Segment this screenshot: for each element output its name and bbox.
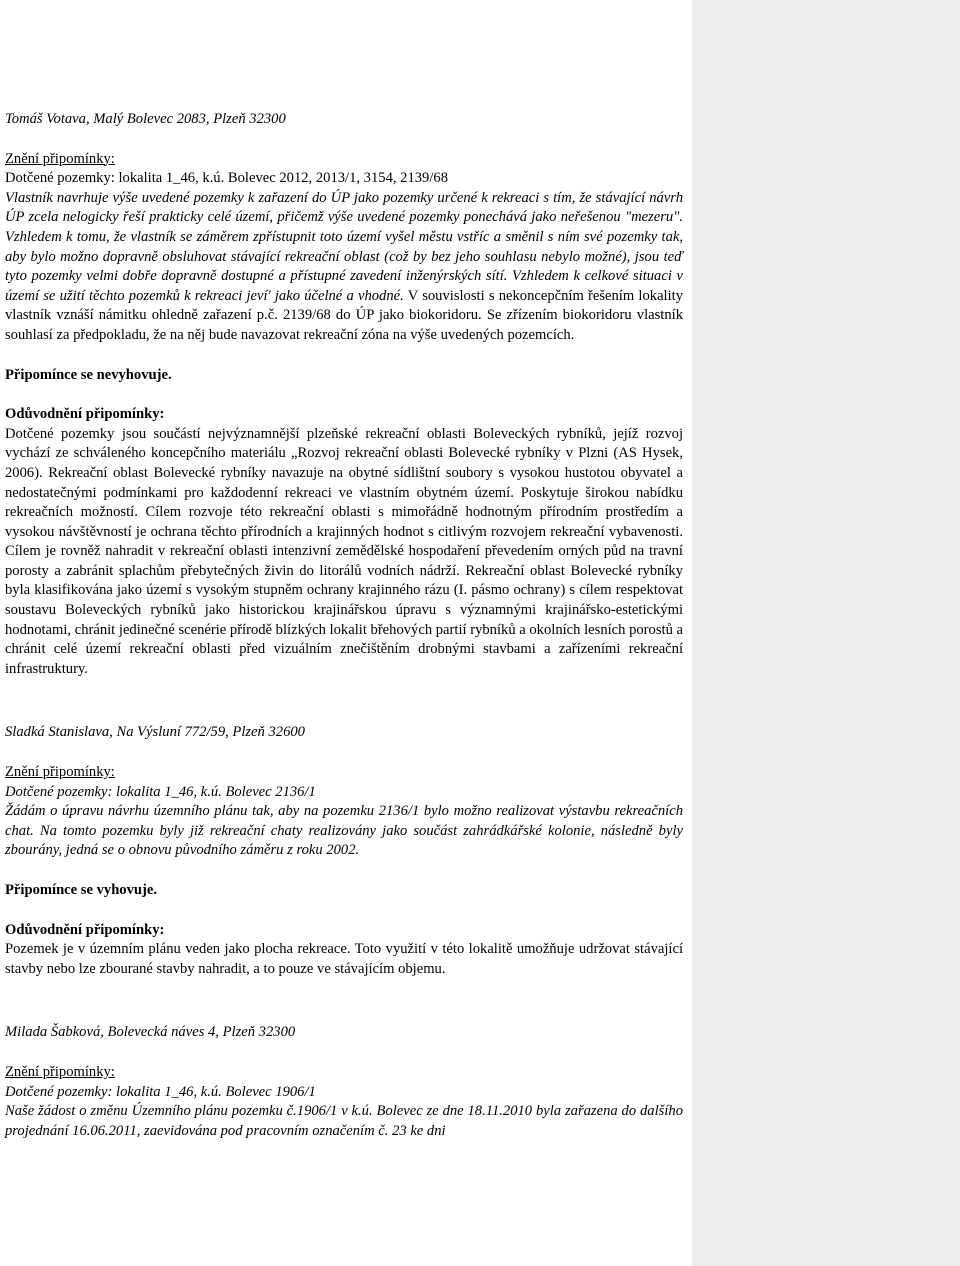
reason-text: Pozemek je v územním plánu veden jako plocha rekreace. Toto využití v této lokalitě umožňuje udržovat stávající stavby nebo lze zbourané stavby nahradit, a to pouze ve stávajícím objemu. (5, 941, 683, 977)
author-line: Milada Šabková, Bolevecká náves 4, Plzeň 32300 (5, 1024, 296, 1041)
comment-margin-panel (692, 0, 960, 1266)
document-body (5, 110, 683, 1141)
comment-text (5, 802, 683, 861)
comment-text: Naše žádost o změnu Územního plánu pozemku č.1906/1 v k.ú. Bolevec ze dne 18.11.2010 byla zařazena do dalšího projednání 16.06.2011, zaevidována pod pracovním označením č. 23 ke dni (5, 1103, 683, 1139)
plots-line: Dotčené pozemky: lokalita 1_46, k.ú. Bolevec 1906/1 (5, 1083, 316, 1100)
author-line: Tomáš Votava, Malý Bolevec 2083, Plzeň 32300 (5, 111, 286, 127)
verdict: Připomínce se nevyhovuje. (5, 366, 172, 383)
reason-heading: Odůvodnění připomínky: (5, 921, 165, 938)
plots-line: Dotčené pozemky: lokalita 1_46, k.ú. Bolevec 2136/1 (5, 783, 316, 800)
comment-heading: Znění připomínky: (5, 150, 115, 167)
comment-text-italic: Vlastník navrhuje výše uvedené pozemky k zařazení do ÚP jako pozemky určené k rekreaci s tím, že stávající návrh ÚP zcela nelogicky řeší prakticky celé území, přičemž výše uvedené pozemky ponechává jako neřešenou "mezeru". Vzhledem k tomu, že vlastník se záměrem zpřístupnit toto území vyšel městu vstříc a směnil s ním své pozemky tak, aby bylo možno dopravně obsluhovat stávající rekreační oblast (což by bez jeho souhlasu nebylo možné), jsou teď tyto pozemky velmi dobře dopravně dostupné a přístupné zavedení inženýrských sítí. Vzhledem k celkové situaci v území se užití těchto pozemků k rekreaci jeví' jako účelné a vhodné. (5, 189, 683, 304)
comment-text-normal: Na tomto pozemku byly již rekreační chaty realizovány jako součást zahrádkářské kolonie, následně byly zbourány, jedná se o obnovu původního záměru z roku 2002. (5, 822, 683, 859)
author-line: Sladká Stanislava, Na Výsluní 772/59, Plzeň 32600 (5, 724, 305, 741)
comment-heading: Znění připomínky: (5, 764, 115, 781)
comment-text-normal: V souvislosti s nekoncepčním řešením lokality vlastník vznáší námitku ohledně zařazení p.č. 2139/68 do ÚP jako biokoridoru. Se zřízením biokoridoru vlastník souhlasí za předpokladu, že na něj bude navazovat rekreační zóna na výše uvedených pozemcích. (5, 287, 684, 343)
comment-text-italic: Žádám o úpravu návrhu územního plánu tak, aby na pozemku 2136/1 bylo možno realizovat výstavbu rekreačních chat. (5, 803, 683, 839)
plots-line: Dotčené pozemky: lokalita 1_46, k.ú. Bolevec 2012, 2013/1, 3154, 2139/68 (5, 170, 449, 187)
reason-heading: Odůvodnění připomínky: (5, 406, 165, 423)
reason-text: Dotčené pozemky jsou součástí nejvýznamnější plzeňské rekreační oblasti Boleveckých rybníků, jejíž rozvoj vychází ze schváleného koncepčního materiálu „Rozvoj rekreační oblasti Bolevecké rybníky v Plzni (AS Hysek, 2006). Rekreační oblast Bolevecké rybníky navazuje na obytné sídlištní soubory s vysokou hustotou obyvatel a nedostatečnými podmínkami pro každodenní rekreaci ve vlastním obytném území. Poskytuje širokou nabídku rekreačních možností. Cílem rozvoje této rekreační oblasti s mimořádně hodnotným přírodním prostředím a vysokou návštěvností je ochrana těchto přírodních a krajinných hodnot s citlivým rozvojem rekreační vybavenosti. Cílem je rovněž nahradit v rekreační oblasti intenzivní zemědělské hospodaření převedením orných půd na travní porosty a zabránit splachům přebytečných živin do litorálů vodních nádrží. Rekreační oblast Bolevecké rybníky byla klasifikována jako území s vysokým stupněm ochrany krajinného rázu (I. pásmo ochrany) s cílem respektovat soustavu Boleveckých rybníků jako historickou krajinářskou úpravu s významnými krajinářsko-estetickými hodnotami, chránit jedinečné scenérie přírodě blízkých lokalit břehových partií rybníků a okolních lesních porostů a chránit celé území rekreační oblasti před vizuálním znečištěním drobnými stavbami a zařízeními rekreační infrastruktury. (5, 425, 683, 677)
comment-text (5, 189, 683, 346)
verdict: Připomínce se vyhovuje. (5, 882, 158, 898)
comment-heading: Znění připomínky: (5, 1063, 115, 1080)
